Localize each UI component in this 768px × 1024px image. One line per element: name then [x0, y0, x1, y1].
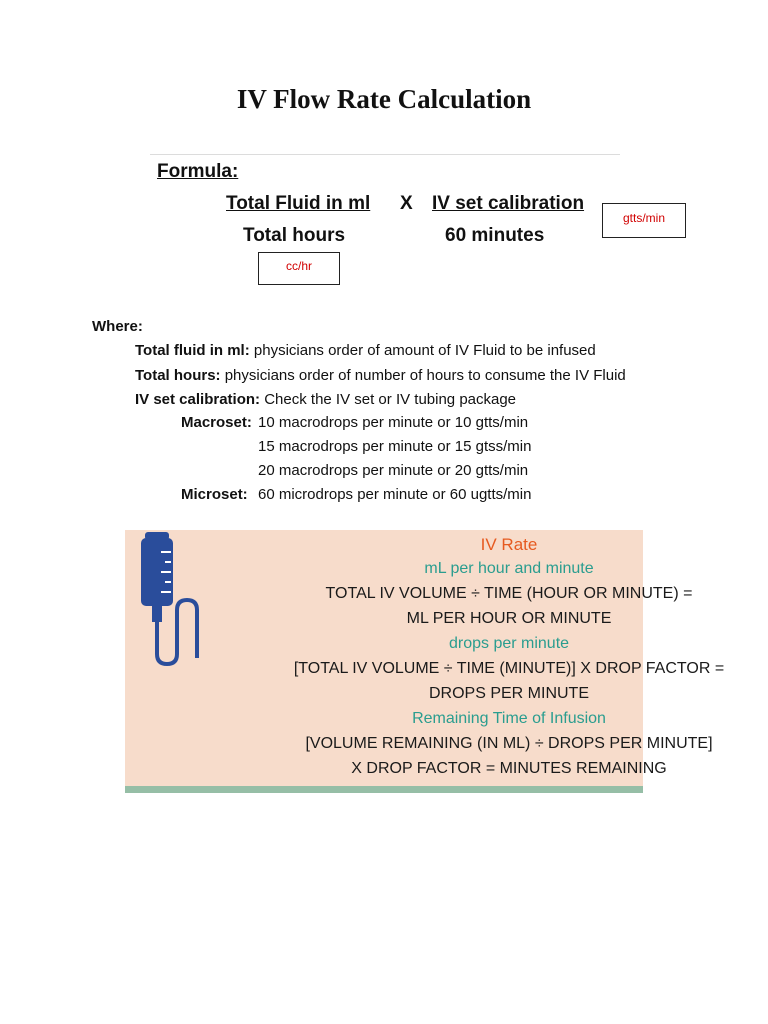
- formula-denominator-right: 60 minutes: [445, 225, 545, 246]
- infographic-line: TOTAL IV VOLUME ÷ TIME (HOUR OR MINUTE) =: [325, 585, 693, 602]
- iv-bag-icon: [125, 530, 225, 670]
- formula-denominator-left: Total hours: [243, 225, 346, 246]
- definition-text: physicians order of amount of IV Fluid to be infused: [249, 342, 596, 359]
- infographic-heading: mL per hour and minute: [424, 560, 594, 577]
- definition-text: Check the IV set or IV tubing package: [260, 391, 517, 408]
- macroset-line: 10 macrodrops per minute or 10 gtts/min: [258, 414, 529, 431]
- infographic-line: DROPS PER MINUTE: [428, 685, 589, 702]
- macroset-line: 20 macrodrops per minute or 20 gtts/min: [258, 462, 529, 479]
- infographic-title: IV Rate: [480, 535, 538, 554]
- microset-label: Microset:: [181, 486, 248, 503]
- where-label: Where:: [92, 318, 143, 335]
- infographic-line: [VOLUME REMAINING (IN ML) ÷ DROPS PER MINUTE]: [305, 735, 713, 752]
- infographic-line: [TOTAL IV VOLUME ÷ TIME (MINUTE)] X DROP FACTOR =: [293, 660, 725, 677]
- unit-box-gtts: gtts/min: [602, 203, 686, 238]
- formula-numerator-left: Total Fluid in ml: [226, 193, 371, 214]
- unit-box-cchr: cc/hr: [258, 252, 340, 285]
- infographic-heading: Remaining Time of Infusion: [412, 710, 606, 727]
- macroset-label: Macroset:: [181, 414, 252, 431]
- infographic-footer-bar: [125, 786, 643, 793]
- definition-term: IV set calibration:: [135, 391, 261, 408]
- infographic-line: ML PER HOUR OR MINUTE: [406, 610, 612, 627]
- divider: [150, 154, 620, 155]
- definition-text: physicians order of number of hours to consume the IV Fluid: [220, 367, 626, 384]
- formula-operator: X: [400, 193, 413, 214]
- definition-total-hours: [135, 367, 626, 384]
- microset-line: 60 microdrops per minute or 60 ugtts/min: [258, 486, 532, 503]
- iv-rate-infographic: [125, 530, 725, 788]
- formula-label: Formula:: [157, 161, 239, 182]
- macroset-line: 15 macrodrops per minute or 15 gtss/min: [258, 438, 532, 455]
- page-title: IV Flow Rate Calculation: [236, 84, 532, 114]
- definition-term: Total hours:: [135, 367, 221, 384]
- infographic-line: X DROP FACTOR = MINUTES REMAINING: [351, 760, 667, 777]
- definition-iv-set: [135, 391, 516, 408]
- infographic-heading: drops per minute: [448, 635, 570, 652]
- definition-total-fluid: [135, 342, 596, 359]
- definition-term: Total fluid in ml:: [135, 342, 250, 359]
- formula-numerator-right: IV set calibration: [432, 193, 585, 214]
